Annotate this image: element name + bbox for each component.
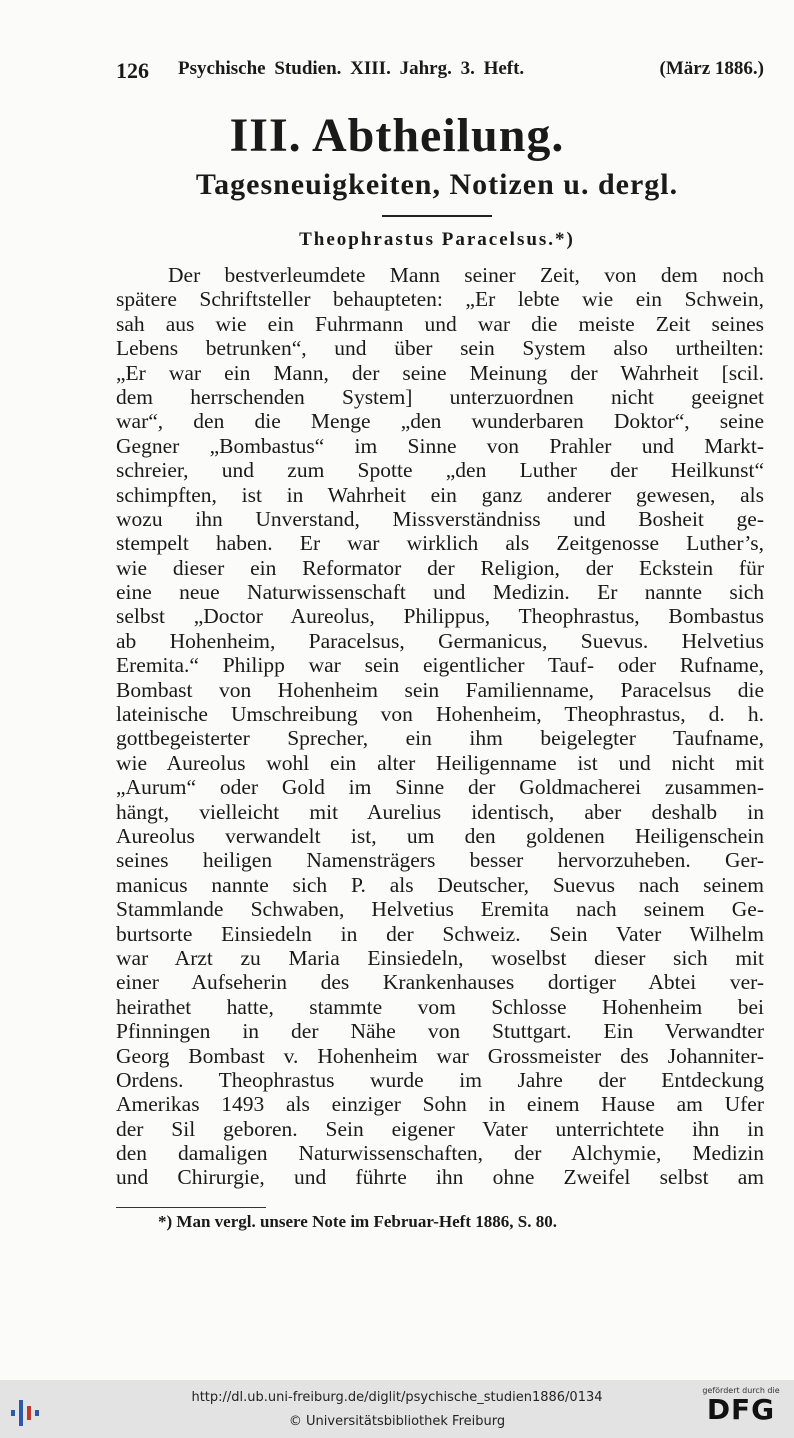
text-line: schimpften, ist in Wahrheit ein ganz anderer gewesen, als <box>116 482 764 507</box>
text-line: burtsorte Einsiedeln in der Schweiz. Sein Vater Wilhelm <box>116 921 764 946</box>
text-line: „Er war ein Mann, der seine Meinung der Wahrheit [scil. <box>116 360 764 385</box>
dfg-logo-text: DFG <box>706 1393 776 1426</box>
text-line: Bombast von Hohenheim sein Familienname, Paracelsus die <box>116 677 764 702</box>
text-line: spätere Schriftsteller behaupteten: „Er lebte wie ein Schwein, <box>116 287 764 312</box>
text-line: schreier, und zum Spotte „den Luther der Heilkunst“ <box>116 458 764 483</box>
text-line: Pfinningen in der Nähe von Stuttgart. Ein Verwandter <box>116 1019 764 1044</box>
footnote-divider <box>116 1207 266 1208</box>
dfg-logo <box>698 1386 784 1425</box>
journal-title: Psychische Studien. XIII. Jahrg. 3. Heft. <box>178 58 525 79</box>
article-body <box>116 263 764 1190</box>
text-line: einer Aufseherin des Krankenhauses dortiger Abtei ver- <box>116 970 764 995</box>
text-line: war Arzt zu Maria Einsiedeln, woselbst dieser sich mit <box>116 945 764 970</box>
article-title: Theophrastus Paracelsus.*) <box>299 229 575 250</box>
section-subtitle: Tagesneuigkeiten, Notizen u. dergl. <box>195 168 679 201</box>
text-line: war“, den die Menge „den wunderbaren Doktor“, seine <box>116 409 764 434</box>
viewer-footer <box>0 1380 794 1438</box>
document-url-link[interactable]: http://dl.ub.uni-freiburg.de/diglit/psychische_studien1886/0134 <box>191 1390 603 1405</box>
text-line: und Chirurgie, und führte ihn ohne Zweifel selbst am <box>116 1165 764 1190</box>
text-line: gottbegeisterter Sprecher, ein ihm beigelegter Taufname, <box>116 726 764 751</box>
copyright-notice: © Universitätsbibliothek Freiburg <box>288 1414 506 1429</box>
footnote: *) Man vergl. unsere Note im Februar-Heft 1886, S. 80. <box>158 1212 557 1231</box>
text-line: sah aus wie ein Fuhrmann und war die meiste Zeit seines <box>116 311 764 336</box>
text-line: wie dieser ein Reformator der Religion, der Eckstein für <box>116 555 764 580</box>
text-line: Gegner „Bombastus“ im Sinne von Prahler und Markt- <box>116 433 764 458</box>
text-line: dem herrschenden System] unterzuordnen nicht geeignet <box>116 384 764 409</box>
text-line: Der bestverleumdete Mann seiner Zeit, von dem noch <box>168 263 764 287</box>
issue-date: (März 1886.) <box>659 58 764 79</box>
text-line: der Sil geboren. Sein eigener Vater unterrichtete ihn in <box>116 1116 764 1141</box>
text-line: seines heiligen Namensträgers besser hervorzuheben. Ger- <box>116 848 764 873</box>
text-line: hängt, vielleicht mit Aurelius identisch, aber deshalb in <box>116 799 764 824</box>
text-line: wozu ihn Unverstand, Missverständniss und Bosheit ge- <box>116 506 764 531</box>
text-line: wie Aureolus wohl ein alter Heiligenname ist und nicht mit <box>116 750 764 775</box>
text-line: heirathet hatte, stammte vom Schlosse Hohenheim bei <box>116 994 764 1019</box>
text-line: ab Hohenheim, Paracelsus, Germanicus, Suevus. Helvetius <box>116 628 764 653</box>
text-line: Aureolus verwandelt ist, um den goldenen Heiligenschein <box>116 823 764 848</box>
funder-caption: gefördert durch die <box>702 1386 780 1395</box>
text-line: selbst „Doctor Aureolus, Philippus, Theophrastus, Bombastus <box>116 604 764 629</box>
text-line: Lebens betrunken“, und über sein System also urtheilten: <box>116 336 764 361</box>
divider <box>382 215 492 217</box>
text-line: Amerikas 1493 als einziger Sohn in einem Hause am Ufer <box>116 1092 764 1117</box>
text-line: Stammlande Schwaben, Helvetius Eremita nach seinem Ge- <box>116 897 764 922</box>
text-line: manicus nannte sich P. als Deutscher, Suevus nach seinem <box>116 872 764 897</box>
text-line: Ordens. Theophrastus wurde im Jahre der Entdeckung <box>116 1067 764 1092</box>
text-line: Georg Bombast v. Hohenheim war Grossmeister des Johanniter- <box>116 1043 764 1068</box>
text-line: stempelt haben. Er war wirklich als Zeitgenosse Luther’s, <box>116 531 764 556</box>
text-line: Eremita.“ Philipp war sein eigentlicher Tauf- oder Rufname, <box>116 653 764 678</box>
text-line: den damaligen Naturwissenschaften, der Alchymie, Medizin <box>116 1141 764 1166</box>
text-line: „Aurum“ oder Gold im Sinne der Goldmacherei zusammen- <box>116 775 764 800</box>
page-number: 126 <box>116 58 149 83</box>
text-line: eine neue Naturwissenschaft und Medizin. Er nannte sich <box>116 580 764 605</box>
section-title: III. Abtheilung. <box>229 109 565 162</box>
text-line: lateinische Umschreibung von Hohenheim, Theophrastus, d. h. <box>116 702 764 727</box>
